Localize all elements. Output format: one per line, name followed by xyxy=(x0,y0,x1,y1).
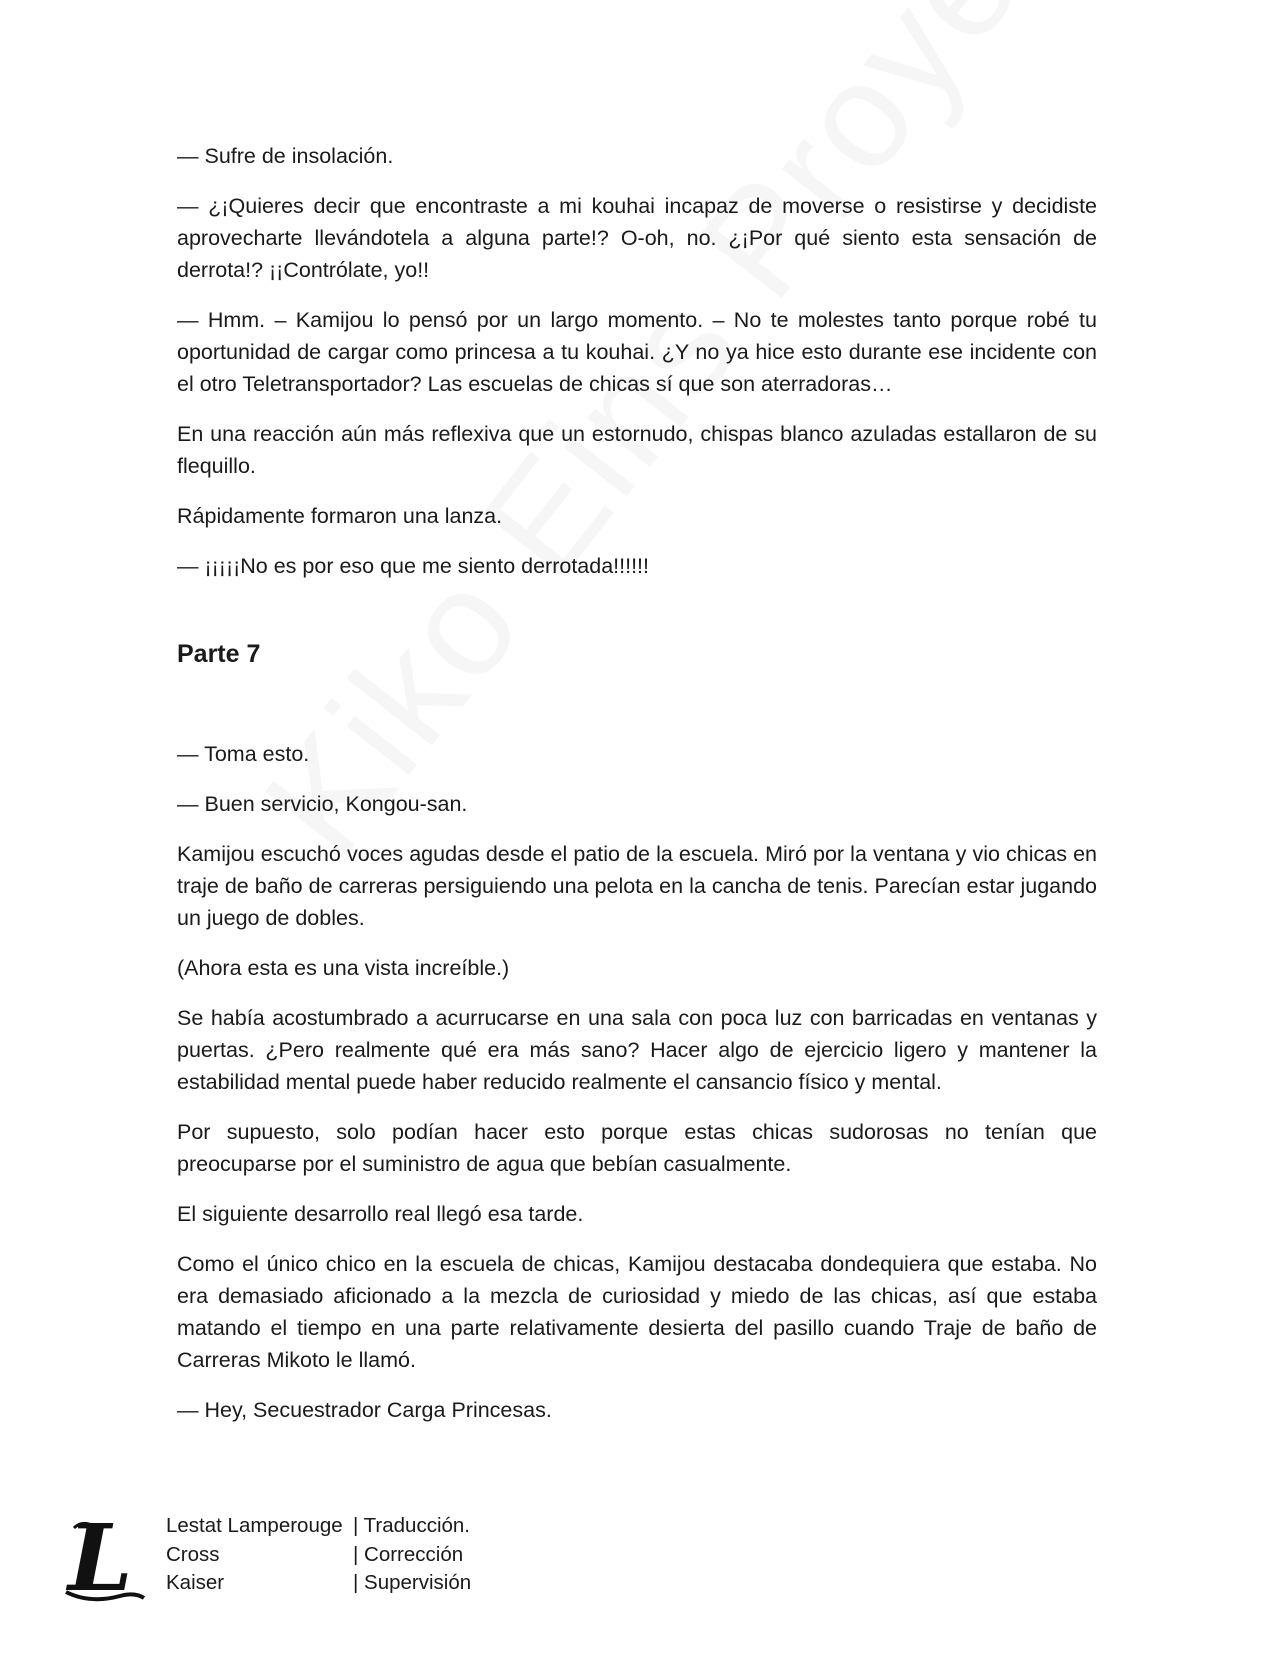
credit-name: Cross xyxy=(166,1542,220,1566)
paragraph: — Hey, Secuestrador Carga Princesas. xyxy=(177,1398,552,1422)
document-body xyxy=(177,140,1097,1444)
paragraph: El siguiente desarrollo real llegó esa tarde. xyxy=(177,1202,584,1226)
paragraphs-after xyxy=(177,738,1097,1426)
credit-name: Kaiser xyxy=(166,1571,225,1594)
credit-role: | Supervisión xyxy=(353,1571,472,1594)
paragraph: — Toma esto. xyxy=(177,742,310,766)
paragraph: — ¿¡Quieres decir que encontraste a mi kouhai incapaz de moverse o resistirse y decidiste aprovecharte llevándotela a alguna parte!? O-oh, no. ¿¡Por qué siento esta sensación de derrota!? ¡¡Contrólate, yo!! xyxy=(177,194,1097,282)
paragraph: Como el único chico en la escuela de chicas, Kamijou destacaba dondequiera que estaba. No era demasiado aficionado a la mezcla de curiosidad y miedo de las chicas, así que estaba matando el tiempo en una parte relativamente desierta del pasillo cuando Traje de baño de Carreras Mikoto le llamó. xyxy=(177,1252,1097,1372)
paragraph: — ¡¡¡¡¡No es por eso que me siento derrotada!!!!!! xyxy=(177,554,650,578)
paragraph: (Ahora esta es una vista increíble.) xyxy=(177,956,510,980)
credit-role: | Traducción. xyxy=(353,1514,470,1537)
credit-name: Lestat Lamperouge xyxy=(166,1514,343,1537)
paragraphs-before xyxy=(177,140,1097,582)
section-title: Parte 7 xyxy=(177,640,261,668)
paragraph: — Buen servicio, Kongou-san. xyxy=(177,792,468,816)
gothic-l-logo-icon xyxy=(60,1508,150,1608)
paragraph: — Hmm. – Kamijou lo pensó por un largo momento. – No te molestes tanto porque robé tu oportunidad de cargar como princesa a tu kouhai. ¿Y no ya hice esto durante ese incidente con el otro Teletransportador? Las escuelas de chicas sí que son aterradoras… xyxy=(177,308,1097,396)
paragraph: Rápidamente formaron una lanza. xyxy=(177,504,503,528)
credits-list xyxy=(166,1512,471,1598)
paragraph: Se había acostumbrado a acurrucarse en una sala con poca luz con barricadas en ventanas y puertas. ¿Pero realmente qué era más sano? Hacer algo de ejercicio ligero y mantener la estabilidad mental puede haber reducido realmente el cansancio físico y mental. xyxy=(177,1006,1097,1094)
logo-letter: L xyxy=(68,1508,133,1608)
paragraph: Por supuesto, solo podían hacer esto porque estas chicas sudorosas no tenían que preocuparse por el suministro de agua que bebían casualmente. xyxy=(177,1120,1097,1176)
paragraph: Kamijou escuchó voces agudas desde el patio de la escuela. Miró por la ventana y vio chicas en traje de baño de carreras persiguiendo una pelota en la cancha de tenis. Parecían estar jugando un juego de dobles. xyxy=(177,842,1097,930)
page-footer xyxy=(60,1508,620,1608)
paragraph: En una reacción aún más reflexiva que un estornudo, chispas blanco azuladas estallaron de su flequillo. xyxy=(177,422,1097,478)
credit-role: | Corrección xyxy=(353,1542,464,1566)
credit-row xyxy=(166,1569,471,1598)
credit-row xyxy=(166,1512,471,1541)
paragraph: — Sufre de insolación. xyxy=(177,144,394,168)
credit-row xyxy=(166,1541,471,1570)
